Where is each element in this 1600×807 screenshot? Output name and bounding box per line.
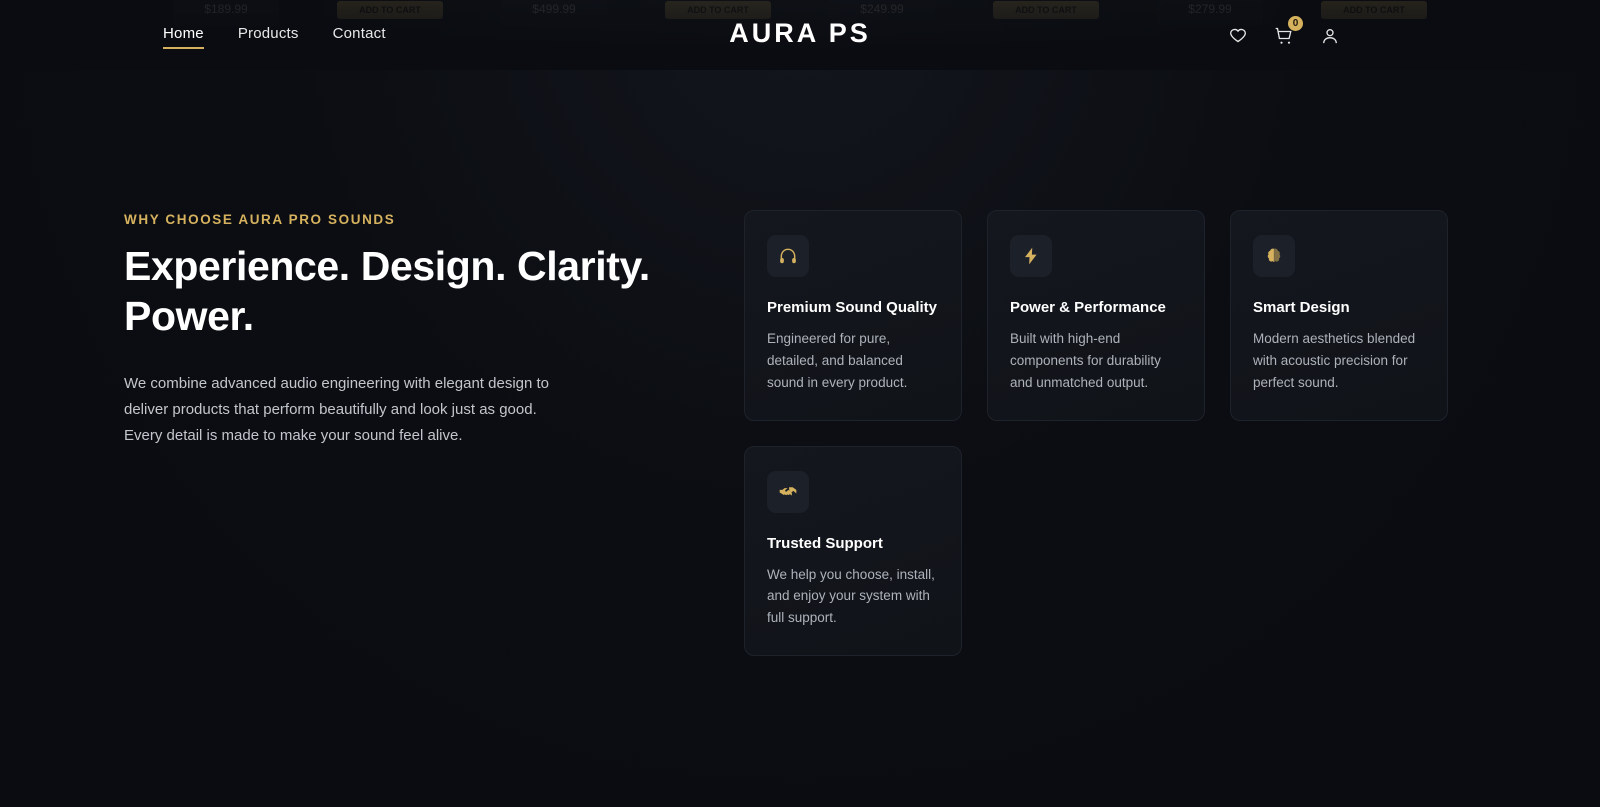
feature-card-grid xyxy=(744,210,1450,656)
site-header xyxy=(0,0,1600,70)
headphones-icon xyxy=(767,235,809,277)
feature-card-text: Engineered for pure, detailed, and balanced sound in every product. xyxy=(767,331,908,390)
feature-card-title: Trusted Support xyxy=(767,534,883,552)
feature-card-premium-sound-quality[interactable] xyxy=(744,210,962,421)
user-icon xyxy=(1320,26,1340,46)
nav-item-products[interactable]: Products xyxy=(237,24,299,42)
page-title: Experience. Design. Clarity. Power. xyxy=(124,243,650,340)
heart-icon xyxy=(1228,26,1248,46)
feature-card-text: We help you choose, install, and enjoy your system with full support. xyxy=(767,566,935,626)
feature-card-title: Premium Sound Quality xyxy=(767,299,938,316)
brain-icon xyxy=(1253,235,1295,277)
cart-count-badge: 0 xyxy=(1288,16,1303,31)
intro-paragraph: We combine advanced audio engineering with elegant design to deliver products that perform beautifully and look just as good. Every detail is made to make your sound feel alive. xyxy=(124,375,550,444)
wishlist-button[interactable] xyxy=(1226,24,1250,48)
feature-card-title: Power & Performance xyxy=(1010,299,1166,316)
feature-card-text: Built with high-end components for durability and unmatched output. xyxy=(1010,331,1161,390)
intro-column xyxy=(124,212,704,448)
feature-card-power-performance[interactable] xyxy=(987,210,1205,421)
primary-navigation xyxy=(163,25,386,46)
nav-item-contact[interactable]: Contact xyxy=(332,24,386,42)
account-button[interactable] xyxy=(1318,24,1342,48)
header-actions xyxy=(1226,18,1342,48)
brand-logo[interactable]: AURA PS xyxy=(729,18,871,48)
feature-card-text: Modern aesthetics blended with acoustic precision for perfect sound. xyxy=(1253,331,1416,390)
feature-card-smart-design[interactable] xyxy=(1230,210,1448,421)
cart-button[interactable] xyxy=(1272,18,1299,48)
section-eyebrow: WHY CHOOSE AURA PRO SOUNDS xyxy=(124,212,396,227)
feature-card-trusted-support[interactable] xyxy=(744,446,962,657)
lightning-bolt-icon xyxy=(1010,235,1052,277)
handshake-icon xyxy=(767,471,809,513)
nav-item-home[interactable]: Home xyxy=(163,25,204,46)
feature-card-title: Smart Design xyxy=(1253,299,1350,316)
